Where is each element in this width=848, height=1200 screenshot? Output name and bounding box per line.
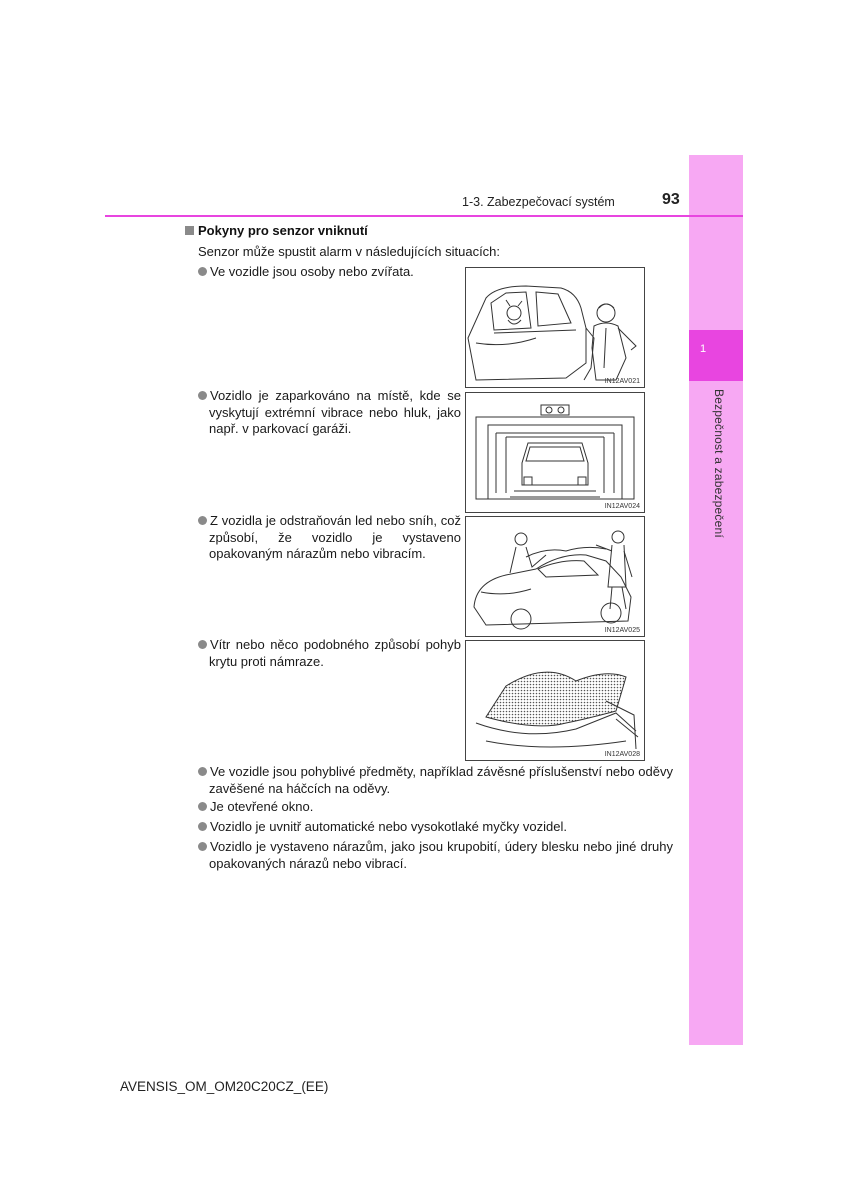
document-code: AVENSIS_OM_OM20C20CZ_(EE): [120, 1079, 329, 1094]
round-bullet-icon: [198, 267, 207, 276]
figure-code: IN12AV025: [604, 627, 640, 634]
round-bullet-icon: [198, 802, 207, 811]
list-item: [198, 388, 461, 438]
section-title: 1-3. Zabezpečovací systém: [462, 195, 615, 209]
round-bullet-icon: [198, 842, 207, 851]
section-heading: [185, 223, 368, 238]
list-item: [198, 819, 673, 836]
illustration-parking-garage: [465, 392, 645, 513]
round-bullet-icon: [198, 516, 207, 525]
chapter-title: Bezpečnost a zabezpečení: [712, 389, 726, 538]
chapter-side-tab: [689, 155, 743, 1045]
list-item: [198, 264, 461, 281]
figure-code: IN12AV021: [604, 378, 640, 385]
list-item: [198, 513, 461, 563]
illustration-removing-snow: [465, 516, 645, 637]
list-item: [198, 764, 673, 797]
round-bullet-icon: [198, 391, 207, 400]
figure-code: IN12AV024: [604, 503, 640, 510]
list-item-text: Vozidlo je uvnitř automatické nebo vysokotlaké myčky vozidel.: [210, 819, 567, 834]
list-item: [198, 799, 673, 816]
list-item-text: Z vozidla je odstraňován led nebo sníh, což způsobí, že vozidlo je vystaveno opakovaným nárazům nebo vibracím.: [209, 513, 461, 561]
list-item-text: Vítr nebo něco podobného způsobí pohyb krytu proti námraze.: [209, 637, 461, 669]
list-item-text: Vozidlo je zaparkováno na místě, kde se vyskytují extrémní vibrace nebo hluk, jako např. v parkovací garáži.: [209, 388, 461, 436]
chapter-number: 1: [700, 343, 707, 355]
page-number: 93: [662, 191, 680, 208]
illustration-frost-cover: [465, 640, 645, 761]
square-bullet-icon: [185, 226, 194, 235]
list-item: [198, 637, 461, 670]
round-bullet-icon: [198, 767, 207, 776]
round-bullet-icon: [198, 640, 207, 649]
list-item-text: Ve vozidle jsou osoby nebo zvířata.: [210, 264, 414, 279]
list-item-text: Ve vozidle jsou pohyblivé předměty, například závěsné příslušenství nebo oděvy zavěšené na háčcích na oděvy.: [209, 764, 673, 796]
chapter-tab-active[interactable]: [689, 330, 743, 381]
round-bullet-icon: [198, 822, 207, 831]
list-item-text: Vozidlo je vystaveno nárazům, jako jsou krupobití, údery blesku nebo jiné druhy opakovaných nárazů nebo vibrací.: [209, 839, 673, 871]
section-heading-text: Pokyny pro senzor vniknutí: [198, 223, 368, 238]
intro-text: Senzor může spustit alarm v následujících situacích:: [198, 244, 501, 259]
figure-code: IN12AV028: [604, 751, 640, 758]
list-item: [198, 839, 673, 872]
illustration-person-dog-in-car: [465, 267, 645, 388]
header-rule: [105, 215, 743, 217]
list-item-text: Je otevřené okno.: [210, 799, 314, 814]
